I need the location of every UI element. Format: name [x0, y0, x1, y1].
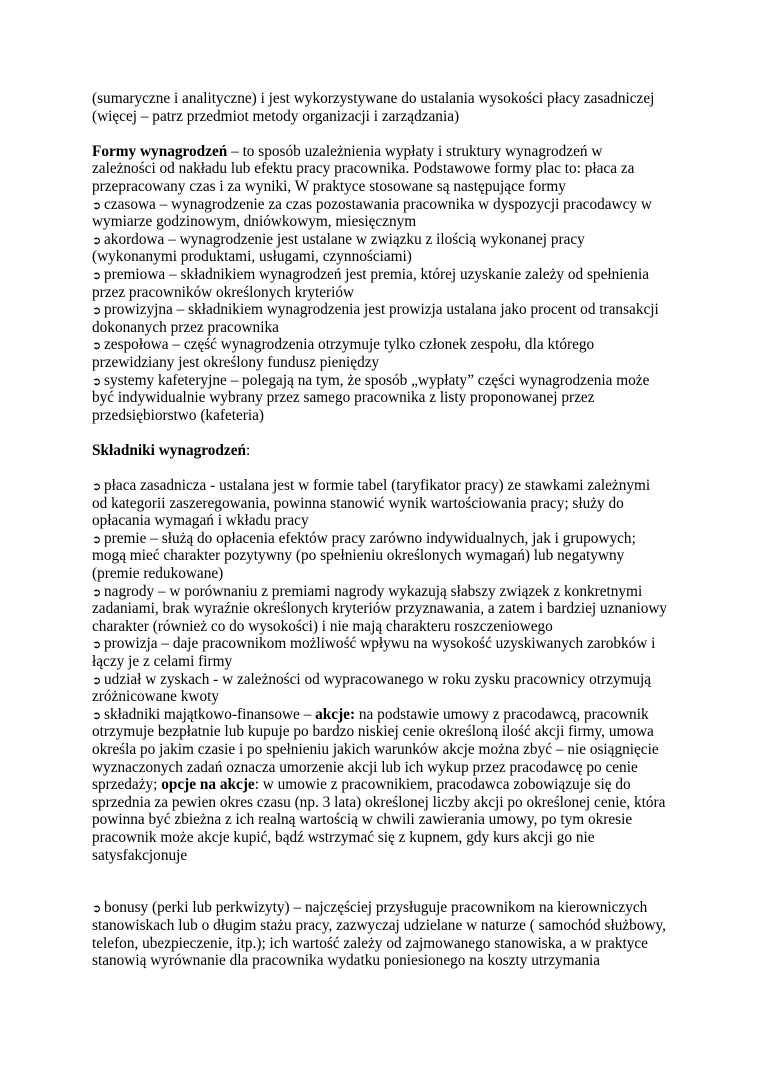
arrow-right-circle-icon: ➲ — [92, 374, 102, 388]
arrow-right-circle-icon: ➲ — [92, 268, 102, 282]
list-item-assets: ➲ składniki majątkowo-finansowe – akcje: na podstawie umowy z pracodawcą, pracownik otrzymuje bezpłatnie lub kupuje po bardzo niskiej cenie określoną ilość akcji firmy, umowa określa po jakim czasie i po spełnieniu jakich warunków akcje można zbyć – nie osiągnięcie wyznaczonych zadań oznacza umorzenie akcji lub ich wykup przez pracodawcę po cenie sprzedaży; opcje na akcje: w umowie z pracownikiem, pracodawca zobowiązuje się do sprzednia za pewien okres czasu (np. 3 lata) określonej liczby akcji po określonej cenie, która powinna być zbieżna z ich realną wartością w chwili zawierania umowy, po tym okresie pracownik może akcje kupić, bądź wstrzymać się z kupnem, gdy kurs akcji go nie satysfakcjonuje — [92, 705, 666, 864]
opcje-label: opcje na akcje — [161, 776, 255, 794]
list-item: ➲ zespołowa – część wynagrodzenia otrzymuje tylko członek zespołu, dla którego przewidziany jest określony fundusz pieniędzy — [92, 336, 595, 371]
intro-line: (sumaryczne i analityczne) i jest wykorzystywane do ustalania wysokości płacy zasadniczej — [92, 90, 655, 107]
arrow-right-circle-icon: ➲ — [92, 304, 102, 318]
components-heading: Składniki wynagrodzeń — [92, 441, 247, 459]
spacer — [92, 864, 682, 899]
list-item: ➲ premiowa – składnikiem wynagrodzeń jest premia, której uzyskanie zależy od spełnienia przez pracowników określonych kryteriów — [92, 265, 649, 301]
list-item-bonus: ➲ bonusy (perki lub perkwizyty) – najczęściej przysługuje pracownikom na kierowniczych stanowiskach lub o długim stażu pracy, zazwyczaj udzielane w naturze ( samochód służbowy, telefon, ubezpieczenie, itp.); ich wartość zależy od zajmowanego stanowiska, a w praktyce stanowią wyrównanie dla pracownika wydatku poniesionego na koszty utrzymania — [92, 899, 666, 970]
list-item: ➲ czasowa – wynagrodzenie za czas pozostawania pracownika w dyspozycji pracodawcy w wymiarze godzinowym, dniówkowym, miesięcznym — [92, 195, 652, 231]
akcje-label: akcje: — [315, 705, 356, 723]
components-heading-line: Składniki wynagrodzeń: — [92, 441, 251, 459]
forms-line: – to sposób uzależnienia wypłaty i struktury wynagrodzeń w — [227, 142, 603, 160]
forms-heading: Formy wynagrodzeń — [92, 142, 228, 160]
list-item: ➲ prowizyjna – składnikiem wynagrodzenia jest prowizja ustalana jako procent od transakcji dokonanych przez pracownika — [92, 301, 659, 336]
arrow-right-circle-icon: ➲ — [92, 480, 102, 494]
arrow-right-circle-icon: ➲ — [92, 532, 102, 546]
intro-line: (więcej – patrz przedmiot metody organizacji i zarządzania) — [92, 107, 460, 125]
list-item: ➲ akordowa – wynagrodzenie jest ustalane w związku z ilością wykonanej pracy (wykonanymi produktami, usługami, czynnościami) — [92, 230, 585, 266]
forms-paragraph — [92, 143, 682, 196]
list-item: ➲ udział w zyskach - w zależności od wypracowanego w roku zysku pracownicy otrzymują zróżnicowane kwoty — [92, 670, 652, 706]
arrow-right-circle-icon: ➲ — [92, 585, 102, 599]
spacer — [92, 125, 682, 143]
arrow-right-circle-icon: ➲ — [92, 339, 102, 353]
forms-line: przepracowany czas i za wyniki, W praktyce stosowane są następujące formy — [92, 177, 566, 195]
spacer — [92, 459, 682, 477]
list-item: ➲ nagrody – w porównaniu z premiami nagrody wykazują słabszy związek z konkretnymi zadaniami, brak wyraźnie określonych kryteriów przyznawania, a zatem i bardziej uznaniowy charakter (również co do wysokości) i nie mają charakteru roszczeniowego — [92, 582, 668, 635]
list-item: ➲ prowizja – daje pracownikom możliwość wpływu na wysokość uzyskiwanych zarobków i łączy je z celami firmy — [92, 635, 656, 670]
document-page — [92, 90, 682, 970]
arrow-right-circle-icon: ➲ — [92, 708, 102, 722]
spacer — [92, 424, 682, 442]
arrow-right-circle-icon: ➲ — [92, 673, 102, 687]
list-item: ➲ płaca zasadnicza - ustalana jest w formie tabel (taryfikator pracy) ze stawkami zależnymi od kategorii zaszeregowania, powinna stanowić wynik wartościowania pracy; służy do opłacania wymagań i wkładu pracy — [92, 477, 651, 530]
intro-paragraph — [92, 90, 682, 125]
arrow-right-circle-icon: ➲ — [92, 198, 102, 212]
arrow-right-circle-icon: ➲ — [92, 638, 102, 652]
list-item: ➲ premie – służą do opłacenia efektów pracy zarówno indywidualnych, jak i grupowych; mogą mieć charakter pozytywny (po spełnieniu określonych wymagań) lub negatywny (premie redukowane) — [92, 529, 636, 583]
arrow-right-circle-icon: ➲ — [92, 233, 102, 247]
list-item: ➲ systemy kafeteryjne – polegają na tym, że sposób „wypłaty” części wynagrodzenia może być indywidualnie wybrany przez samego pracownika z listy proponowanej przez przedsiębiorstwo (kafeteria) — [92, 371, 650, 424]
arrow-right-circle-icon: ➲ — [92, 902, 102, 916]
forms-line: zależności od nakładu lub efektu pracy pracownika. Podstawowe formy plac to: płaca za — [92, 160, 635, 178]
